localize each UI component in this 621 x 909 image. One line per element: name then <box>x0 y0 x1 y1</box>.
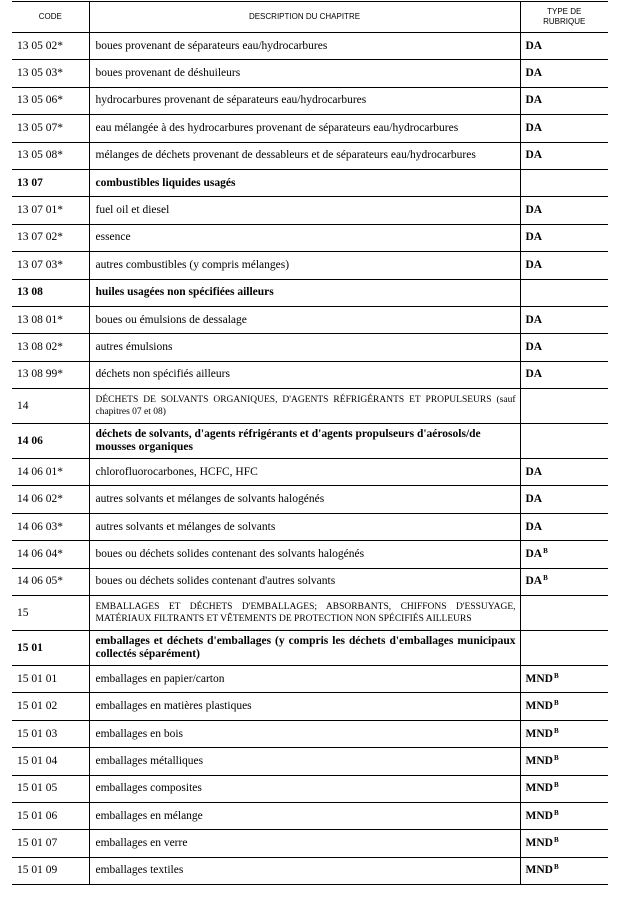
row-type-value: DA <box>525 368 543 381</box>
table-row <box>12 802 608 829</box>
table-row <box>12 252 608 279</box>
header-description: DESCRIPTION DU CHAPITRE <box>89 2 520 33</box>
table-header <box>12 2 608 33</box>
row-type-value: MND <box>525 782 553 795</box>
section-row <box>12 631 608 666</box>
row-description: autres solvants et mélanges de solvants <box>89 513 520 540</box>
row-description: emballages en matières plastiques <box>89 693 520 720</box>
row-type-footnote: B <box>553 836 559 845</box>
row-type <box>520 424 608 459</box>
row-code: 14 <box>12 389 89 424</box>
section-row <box>12 424 608 459</box>
row-type-value: MND <box>525 754 553 767</box>
row-type-footnote: B <box>543 574 548 583</box>
section-row <box>12 279 608 306</box>
row-type-value: DA <box>525 121 543 134</box>
table-row <box>12 541 608 568</box>
row-type-value: DA <box>525 465 543 478</box>
row-type <box>520 169 608 196</box>
row-type-value: DA <box>525 204 543 217</box>
row-type-value: DA <box>525 547 543 560</box>
row-type-value: DA <box>525 94 543 107</box>
row-type <box>520 33 608 60</box>
row-type-value: MND <box>525 837 553 850</box>
row-code: 13 08 99* <box>12 361 89 388</box>
row-description: déchets non spécifiés ailleurs <box>89 361 520 388</box>
row-description: emballages textiles <box>89 857 520 884</box>
row-code: 13 05 02* <box>12 33 89 60</box>
row-code: 15 01 02 <box>12 693 89 720</box>
table-row <box>12 720 608 747</box>
row-type-value: DA <box>525 575 543 588</box>
row-code: 15 01 <box>12 631 89 666</box>
row-type-value: DA <box>525 149 543 162</box>
row-type <box>520 486 608 513</box>
row-code: 13 08 02* <box>12 334 89 361</box>
row-type <box>520 802 608 829</box>
row-description: déchets de solvants, d'agents réfrigérants et d'agents propulseurs d'aérosols/de mousses organiques <box>89 424 520 459</box>
table-row <box>12 513 608 540</box>
row-type-value: MND <box>525 672 553 685</box>
table-row <box>12 459 608 486</box>
row-code: 15 01 07 <box>12 830 89 857</box>
row-code: 15 01 01 <box>12 666 89 693</box>
row-type-value: MND <box>525 727 553 740</box>
row-description: emballages en mélange <box>89 802 520 829</box>
row-code: 13 07 02* <box>12 224 89 251</box>
row-description: hydrocarbures provenant de séparateurs eau/hydrocarbures <box>89 87 520 114</box>
row-type <box>520 631 608 666</box>
table-row <box>12 33 608 60</box>
row-description: mélanges de déchets provenant de dessableurs et de séparateurs eau/hydrocarbures <box>89 142 520 169</box>
table-row <box>12 486 608 513</box>
row-description: autres combustibles (y compris mélanges) <box>89 252 520 279</box>
row-type-value: MND <box>525 700 553 713</box>
row-type <box>520 459 608 486</box>
row-type <box>520 720 608 747</box>
table-row <box>12 830 608 857</box>
row-description: boues ou déchets solides contenant des solvants halogénés <box>89 541 520 568</box>
row-code: 15 01 03 <box>12 720 89 747</box>
row-type <box>520 87 608 114</box>
row-type <box>520 60 608 87</box>
table-row <box>12 666 608 693</box>
row-description: combustibles liquides usagés <box>89 169 520 196</box>
row-type <box>520 513 608 540</box>
row-code: 13 05 03* <box>12 60 89 87</box>
table-row <box>12 60 608 87</box>
row-type-value: DA <box>525 231 543 244</box>
row-type <box>520 596 608 631</box>
row-description: emballages métalliques <box>89 748 520 775</box>
row-type <box>520 279 608 306</box>
row-type <box>520 541 608 568</box>
row-code: 13 05 07* <box>12 115 89 142</box>
row-description: autres émulsions <box>89 334 520 361</box>
table-row <box>12 334 608 361</box>
row-code: 13 07 <box>12 169 89 196</box>
row-type <box>520 252 608 279</box>
row-type <box>520 666 608 693</box>
row-code: 13 08 <box>12 279 89 306</box>
row-code: 14 06 02* <box>12 486 89 513</box>
row-code: 15 01 05 <box>12 775 89 802</box>
row-type-value: DA <box>525 39 543 52</box>
row-description: boues ou émulsions de dessalage <box>89 306 520 333</box>
row-type <box>520 224 608 251</box>
row-code: 14 06 <box>12 424 89 459</box>
row-type <box>520 389 608 424</box>
row-description: boues ou déchets solides contenant d'autres solvants <box>89 568 520 595</box>
row-code: 13 08 01* <box>12 306 89 333</box>
row-type-value: MND <box>525 864 553 877</box>
row-type-footnote: B <box>553 753 559 762</box>
row-type-value: DA <box>525 313 543 326</box>
row-type <box>520 693 608 720</box>
row-type-footnote: B <box>553 863 559 872</box>
chapter-row <box>12 389 608 424</box>
row-description: emballages composites <box>89 775 520 802</box>
row-type <box>520 334 608 361</box>
header-type <box>520 2 608 33</box>
row-code: 13 07 01* <box>12 197 89 224</box>
row-type <box>520 115 608 142</box>
row-code: 14 06 05* <box>12 568 89 595</box>
row-description: autres solvants et mélanges de solvants halogénés <box>89 486 520 513</box>
table-row <box>12 224 608 251</box>
table-row <box>12 142 608 169</box>
row-type <box>520 306 608 333</box>
table-row <box>12 775 608 802</box>
waste-code-table <box>12 1 608 885</box>
row-description: DÉCHETS DE SOLVANTS ORGANIQUES, D'AGENTS RÉFRIGÉRANTS ET PROPULSEURS (sauf chapitres 07 et 08) <box>89 389 520 424</box>
table-row <box>12 568 608 595</box>
row-description: chlorofluorocarbones, HCFC, HFC <box>89 459 520 486</box>
row-description: boues provenant de séparateurs eau/hydrocarbures <box>89 33 520 60</box>
row-code: 13 05 08* <box>12 142 89 169</box>
row-type-footnote: B <box>553 808 559 817</box>
row-description: essence <box>89 224 520 251</box>
row-type <box>520 142 608 169</box>
table-row <box>12 197 608 224</box>
row-type-footnote: B <box>543 546 548 555</box>
row-code: 15 01 06 <box>12 802 89 829</box>
table-row <box>12 748 608 775</box>
row-description: fuel oil et diesel <box>89 197 520 224</box>
header-row <box>12 2 608 33</box>
row-type <box>520 775 608 802</box>
row-type-value: MND <box>525 809 553 822</box>
row-description: emballages en papier/carton <box>89 666 520 693</box>
row-type-value: DA <box>525 340 543 353</box>
row-code: 14 06 01* <box>12 459 89 486</box>
row-type <box>520 361 608 388</box>
row-code: 15 01 04 <box>12 748 89 775</box>
row-type-value: DA <box>525 520 543 533</box>
row-code: 14 06 04* <box>12 541 89 568</box>
row-code: 15 <box>12 596 89 631</box>
row-code: 13 07 03* <box>12 252 89 279</box>
row-description: boues provenant de déshuileurs <box>89 60 520 87</box>
table-body <box>12 33 608 885</box>
row-code: 13 05 06* <box>12 87 89 114</box>
row-type-value: DA <box>525 67 543 80</box>
row-code: 15 01 09 <box>12 857 89 884</box>
section-row <box>12 169 608 196</box>
row-type-footnote: B <box>553 671 559 680</box>
row-description: eau mélangée à des hydrocarbures provenant de séparateurs eau/hydrocarbures <box>89 115 520 142</box>
row-description: huiles usagées non spécifiées ailleurs <box>89 279 520 306</box>
table-row <box>12 693 608 720</box>
row-type-value: DA <box>525 258 543 271</box>
row-type <box>520 748 608 775</box>
row-type <box>520 830 608 857</box>
row-type-footnote: B <box>553 781 559 790</box>
row-description: emballages en bois <box>89 720 520 747</box>
row-type <box>520 568 608 595</box>
table-row <box>12 306 608 333</box>
row-type-footnote: B <box>553 699 559 708</box>
row-type-value: DA <box>525 493 543 506</box>
table-row <box>12 87 608 114</box>
table-row <box>12 361 608 388</box>
row-description: emballages en verre <box>89 830 520 857</box>
header-type-line2: RUBRIQUE <box>543 17 586 26</box>
chapter-row <box>12 596 608 631</box>
row-description: EMBALLAGES ET DÉCHETS D'EMBALLAGES; ABSORBANTS, CHIFFONS D'ESSUYAGE, MATÉRIAUX FILTRANTS ET VÊTEMENTS DE PROTECTION NON SPÉCIFIÉS AILLEURS <box>89 596 520 631</box>
row-description: emballages et déchets d'emballages (y compris les déchets d'emballages municipaux collectés séparément) <box>89 631 520 666</box>
table-row <box>12 115 608 142</box>
row-code: 14 06 03* <box>12 513 89 540</box>
row-type-footnote: B <box>553 726 559 735</box>
header-type-line1: TYPE DE <box>547 7 582 16</box>
header-code: CODE <box>12 2 89 33</box>
row-type <box>520 857 608 884</box>
table-row <box>12 857 608 884</box>
row-type <box>520 197 608 224</box>
